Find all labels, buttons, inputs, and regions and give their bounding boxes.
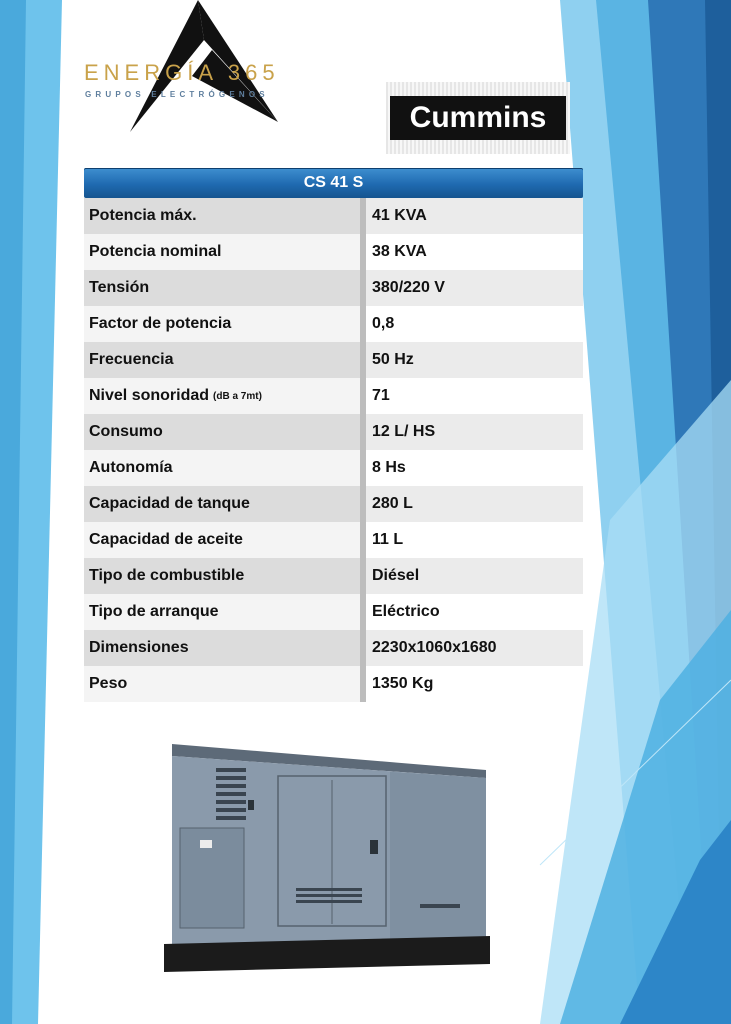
spec-row (84, 450, 583, 486)
brand-logo (80, 0, 340, 140)
brand-subtitle: GRUPOS ELECTRÓGENOS (85, 90, 269, 99)
spec-value: 12 L/ HS (366, 414, 583, 450)
spec-label: Potencia máx. (89, 207, 197, 224)
spec-label-cell (84, 378, 366, 414)
spec-label-cell (84, 558, 366, 594)
spec-value: 71 (366, 378, 583, 414)
spec-label-cell (84, 522, 366, 558)
spec-label-cell (84, 666, 366, 702)
spec-value: 8 Hs (366, 450, 583, 486)
spec-label: Tipo de combustible (89, 567, 245, 584)
spec-value: 0,8 (366, 306, 583, 342)
spec-label-cell (84, 486, 366, 522)
spec-value: Eléctrico (366, 594, 583, 630)
spec-row (84, 522, 583, 558)
spec-row (84, 234, 583, 270)
spec-label: Consumo (89, 423, 163, 440)
spec-value: Diésel (366, 558, 583, 594)
spec-row (84, 198, 583, 234)
spec-row (84, 630, 583, 666)
spec-row (84, 594, 583, 630)
spec-label: Tipo de arranque (89, 603, 219, 620)
brand-name: ENERGÍA 365 (84, 60, 280, 85)
spec-value: 1350 Kg (366, 666, 583, 702)
spec-value: 380/220 V (366, 270, 583, 306)
spec-label: Potencia nominal (89, 243, 222, 260)
spec-row (84, 378, 583, 414)
spec-value: 2230x1060x1680 (366, 630, 583, 666)
spec-row (84, 414, 583, 450)
spec-row (84, 666, 583, 702)
spec-label: Capacidad de tanque (89, 495, 250, 512)
spec-table-title: CS 41 S (84, 168, 583, 198)
spec-label-cell (84, 306, 366, 342)
spec-label: Frecuencia (89, 351, 174, 368)
spec-label: Tensión (89, 279, 150, 296)
spec-value: 50 Hz (366, 342, 583, 378)
spec-label-note: (dB a 7mt) (213, 390, 262, 402)
generator-image (160, 740, 492, 980)
spec-row (84, 306, 583, 342)
spec-value: 41 KVA (366, 198, 583, 234)
spec-value: 280 L (366, 486, 583, 522)
spec-label: Nivel sonoridad (89, 387, 210, 404)
spec-value: 11 L (366, 522, 583, 558)
spec-label: Factor de potencia (89, 315, 232, 332)
spec-value: 38 KVA (366, 234, 583, 270)
spec-label: Capacidad de aceite (89, 531, 243, 548)
spec-label: Peso (89, 675, 128, 692)
spec-row (84, 486, 583, 522)
spec-label-cell (84, 270, 366, 306)
spec-label-cell (84, 198, 366, 234)
spec-label-cell (84, 594, 366, 630)
spec-label-cell (84, 450, 366, 486)
spec-table (84, 168, 583, 702)
spec-label-cell (84, 342, 366, 378)
spec-label-cell (84, 630, 366, 666)
cummins-logo (386, 82, 570, 154)
spec-label-cell (84, 414, 366, 450)
cummins-logo-text: Cummins (390, 96, 566, 140)
spec-row (84, 342, 583, 378)
spec-label: Autonomía (89, 459, 173, 476)
spec-label: Dimensiones (89, 639, 189, 656)
spec-row (84, 270, 583, 306)
spec-row (84, 558, 583, 594)
spec-label-cell (84, 234, 366, 270)
